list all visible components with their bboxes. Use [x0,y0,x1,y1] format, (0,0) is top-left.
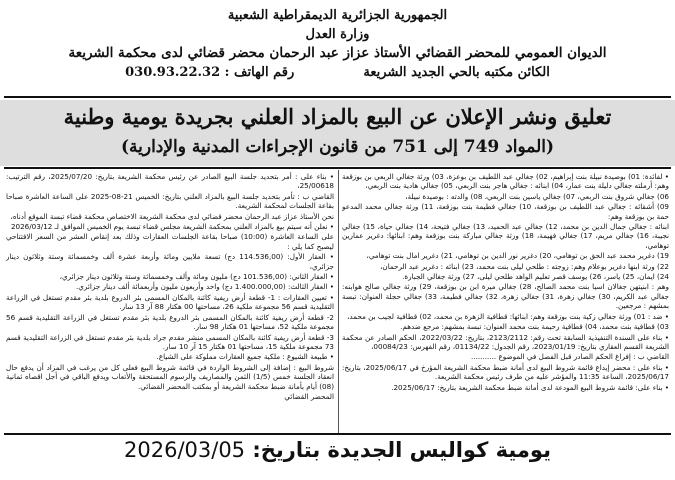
paragraph: القاضي ب : تأمر بتحديد جلسة البيع بالمزاد العلني بتاريخ: الخميس 21-08-2025 على الساعة العاشرة صباحا بقاعة الجلسات لمحكمة الشريعة. [6,191,334,211]
publication-label: يومية كواليس الجديدة بتاريخ: [252,438,551,462]
paragraph: • بناء على : أمر بتحديد جلسة البيع الصادر عن رئيس محكمة الشريعة بتاريخ: 2025/07/20، رقم الترتيب: 25/00618، [6,172,334,191]
paragraph: • بناء على: قائمة شروط البيع المودعة لدى أمانة ضبط محكمة الشريعة بتاريخ: 2025/06/17. [391,382,669,392]
paragraph: 19) دغرير محمد عبد الحق بن توهامي، 20) دغرير نور الدين بن توهامي، 21) دغرير امال بنت توهامي، [366,251,669,261]
phone-number: 030.93.22.32 [125,65,221,80]
republic-heading: الجمهورية الجزائرية الديمقراطية الشعبية [227,8,448,23]
paragraph: 03) قطافية بنت محمد، 04) قطافية رحيمة بنت محمد العنوان: تبسة بمشهم: مرجع ضدهم. [400,322,669,332]
paragraph: 2- قطعة أرض ريفية كائنة بالمكان المسمى بئر الدروع بلدية بئر مقدم تستغل في الزراعة التقليدية قسم 56 مجموعة ملكية 52، مساحتها 01 هكتار 98 سار. [6,312,334,332]
paragraph: • طبيعة الشيوع : ملكية جميع العقارات مملوكة على الشياع. [156,352,334,362]
address-line [0,65,675,80]
notice-title: تعليق ونشر الإعلان عن البيع بالمزاد العلني بجريدة يومية وطنية [63,104,612,129]
paragraph: • العقار الأول: (114.536,00 دج) تسعة ملايين ومائة وأربعة عشرة ألف وخمسمائة وستة وثلاثون دينار جزائري، [6,252,334,271]
paragraph: شروط البيع : إضافة إلى الشروط الواردة في قائمة شروط البيع فعلى كل من يرغب في المزاد أن يدفع حال انعقاد الجلسة خمس (1/5) الثمن والمصاريف والرسوم المستحقة والأتعاب ويدفع الباقي في أجل اقصاه ثمانية (08) أيام بأمانة ضبط محكمة الشريعة أو بمكتب المحضر القضائي. [6,362,334,391]
publication-date: 2026/03/05 [124,438,246,462]
notice-body-left-column [6,172,334,430]
paragraph: • ضد : 01) ورثة جغالي زكية بنت بوزقعة وهم: ابنائها: قطافية الزهرة بن محمد، 02) قطافية لجيب بن محمد، [347,311,669,321]
paragraph: القاضي ب : إفراغ الحكم الصادر قبل الفصل في الموضوع ........... [471,352,669,362]
bailiff-signature-label: المحضر القضائي [284,391,334,401]
paragraph: ابنائه : جغالي جمال الدين بن محمد، 12) جغالي عبد الحميد، 13) جغالي فتيحة، 14) جغالي حياة، 15) جغالي نجيبة، 16) جغالي مريم، 17) جغالي فهيمة، 18) ورثة جغالي مباركة بنت بوزقعة وهم: ابنائها: دغرير عمارين توهامي، [342,222,669,250]
paragraph: • نعلن أنه سيتم بيع بالمزاد العلني بمحكمة الشريعة مجلس قضاء تبسة يوم الخميس الموافق لـ 2026/03/12 [10,222,334,232]
paragraph: 24) ايمان، 25) ياسر، 26) يوسف قصر تعليم الواهد طلحي ليلى، 27) ورثة جغالي الجبارة. [402,272,669,282]
notice-articles: (المواد 749 إلى 751 من قانون الإجراءات المدنية والإدارية) [120,137,555,157]
ministry-heading: وزارة العدل [305,27,370,42]
paragraph: على الساعة العاشرة (10:00) صباحا بقاعة الجلسات العقارات وذلك بعد إنقاص العشر من السعر الافتتاحي ليصبح كما يلي : [6,232,334,251]
office-heading: الديوان العمومي للمحضر القضائي الأستاذ عزاز عبد الرحمان محضر قضائي لدى محكمة الشريعة [68,45,607,61]
paragraph: نحن الأستاذ عزاز عبد الرحمان محضر قضائي لدى محكمة الشريعة الاختصاص محكمة قضاء تبسة الموقع أدناه، [10,211,334,221]
title-divider [4,167,671,169]
notice-body-right-column [342,172,669,430]
paragraph: • بناء على : محضر إيداع قائمة شروط البيع لدى أمانة ضبط محكمة الشريعة المؤرخ في 2025/06/17، بتاريخ: 2025/06/17، الساعة 11:35 والمؤشر عليه من طرف رئيس محكمة الشريعة. [342,362,669,382]
paragraph: 09) أشقائه : جغالي عبد اللطيف بن بوزقعة، 10) جغالي فطيمة بنت بوزقعة، 11) ورثة جغالي محمد المدعو حمة بن بوزقعة وهم: [342,202,669,221]
notice-title-band [0,100,675,166]
footer-divider [4,433,671,435]
office-address: الكائن مكتبه بالحي الجديد الشريعة [363,65,550,80]
phone-label: رقم الهاتف : [224,65,295,80]
paragraph: 06) جغالي شروق بنت الربعي، 07) جغالي ياسين بنت الربعي، 08) والدته : بوصيدة نبيلة، [405,191,669,201]
paragraph: 3- قطعة أرض ريفية كائنة بالمكان المسمى منشر مقدم جراد بلدية بئر مقدم تستغل في الزراعة التقليدية قسم 73 مجموعة ملكية 15، مساحتها 01 هكتار 15 آر 10 سار. [6,332,334,351]
paragraph: 22) ورثة ابنها دغرير بوعلام وهم: زوجته : طلحي ليلى بنت محمد، 23) ابنائه : دغرير عبد الرحمان، [380,261,669,271]
paragraph: • العقار الثاني: (101.536,00 دج) مليون ومائة وألف وخمسمائة وستة وثلاثون دينار جزائري، [59,272,334,282]
paragraph: وهم : ابنيتهن جغالان اسيا بنت محمد الصالح، 28) جغالي ميرة ابن بن بوزقعة، 29) ورثة جغالي صالح هوابنه: جغالي عبد الكريم، 30) جغالي زهرة، 31) جغالي زهرة، 32) جغالي فطيمة، 33) جغالي حجلة العنوان: تبسة بمشهم : مرجعين. [342,282,669,311]
paragraph: • العقار الثالث: (1.400.000,00 دج) واحد وأربعون مليون وأربعمائة ألف دينار جزائري. [75,282,334,292]
header-divider [4,96,671,98]
column-divider [338,170,339,434]
publication-footer [0,438,675,462]
paragraph: • بناء على السندة التنفيذية السابقة تحت رقم: 2123/2112، بتاريخ: 2022/03/22، الحكم الصادر عن محكمة الشريعة القسم العقاري بتاريخ: 2023/01/19، رقم الجدول: 01134/22، رقم الفهرس: 00084/23، [342,332,669,351]
paragraph: • تعيين العقارات : 1- قطعة أرض ريفية كائنة بالمكان المسمى بئر الدروع بلدية بئر مقدم تستغل في الزراعة التقليدية قسم 56 مجموعة ملكية 26، مساحتها 00 هكتار 88 آر 13 سار. [6,292,334,312]
paragraph: • لفائدة: 01) بوصيدة نبيلة بنت إبراهيم، 02) جغالي عبد اللطيف بن بوعزة، 03) ورثة جغالي الربعي بن بوزقعة وهم: أرملته جغالي دليلة بنت عمار، 04) ابنائه : جغالي هاجر بنت الربعي، 05) جغالي هادية بنت الربعي، [342,172,669,191]
